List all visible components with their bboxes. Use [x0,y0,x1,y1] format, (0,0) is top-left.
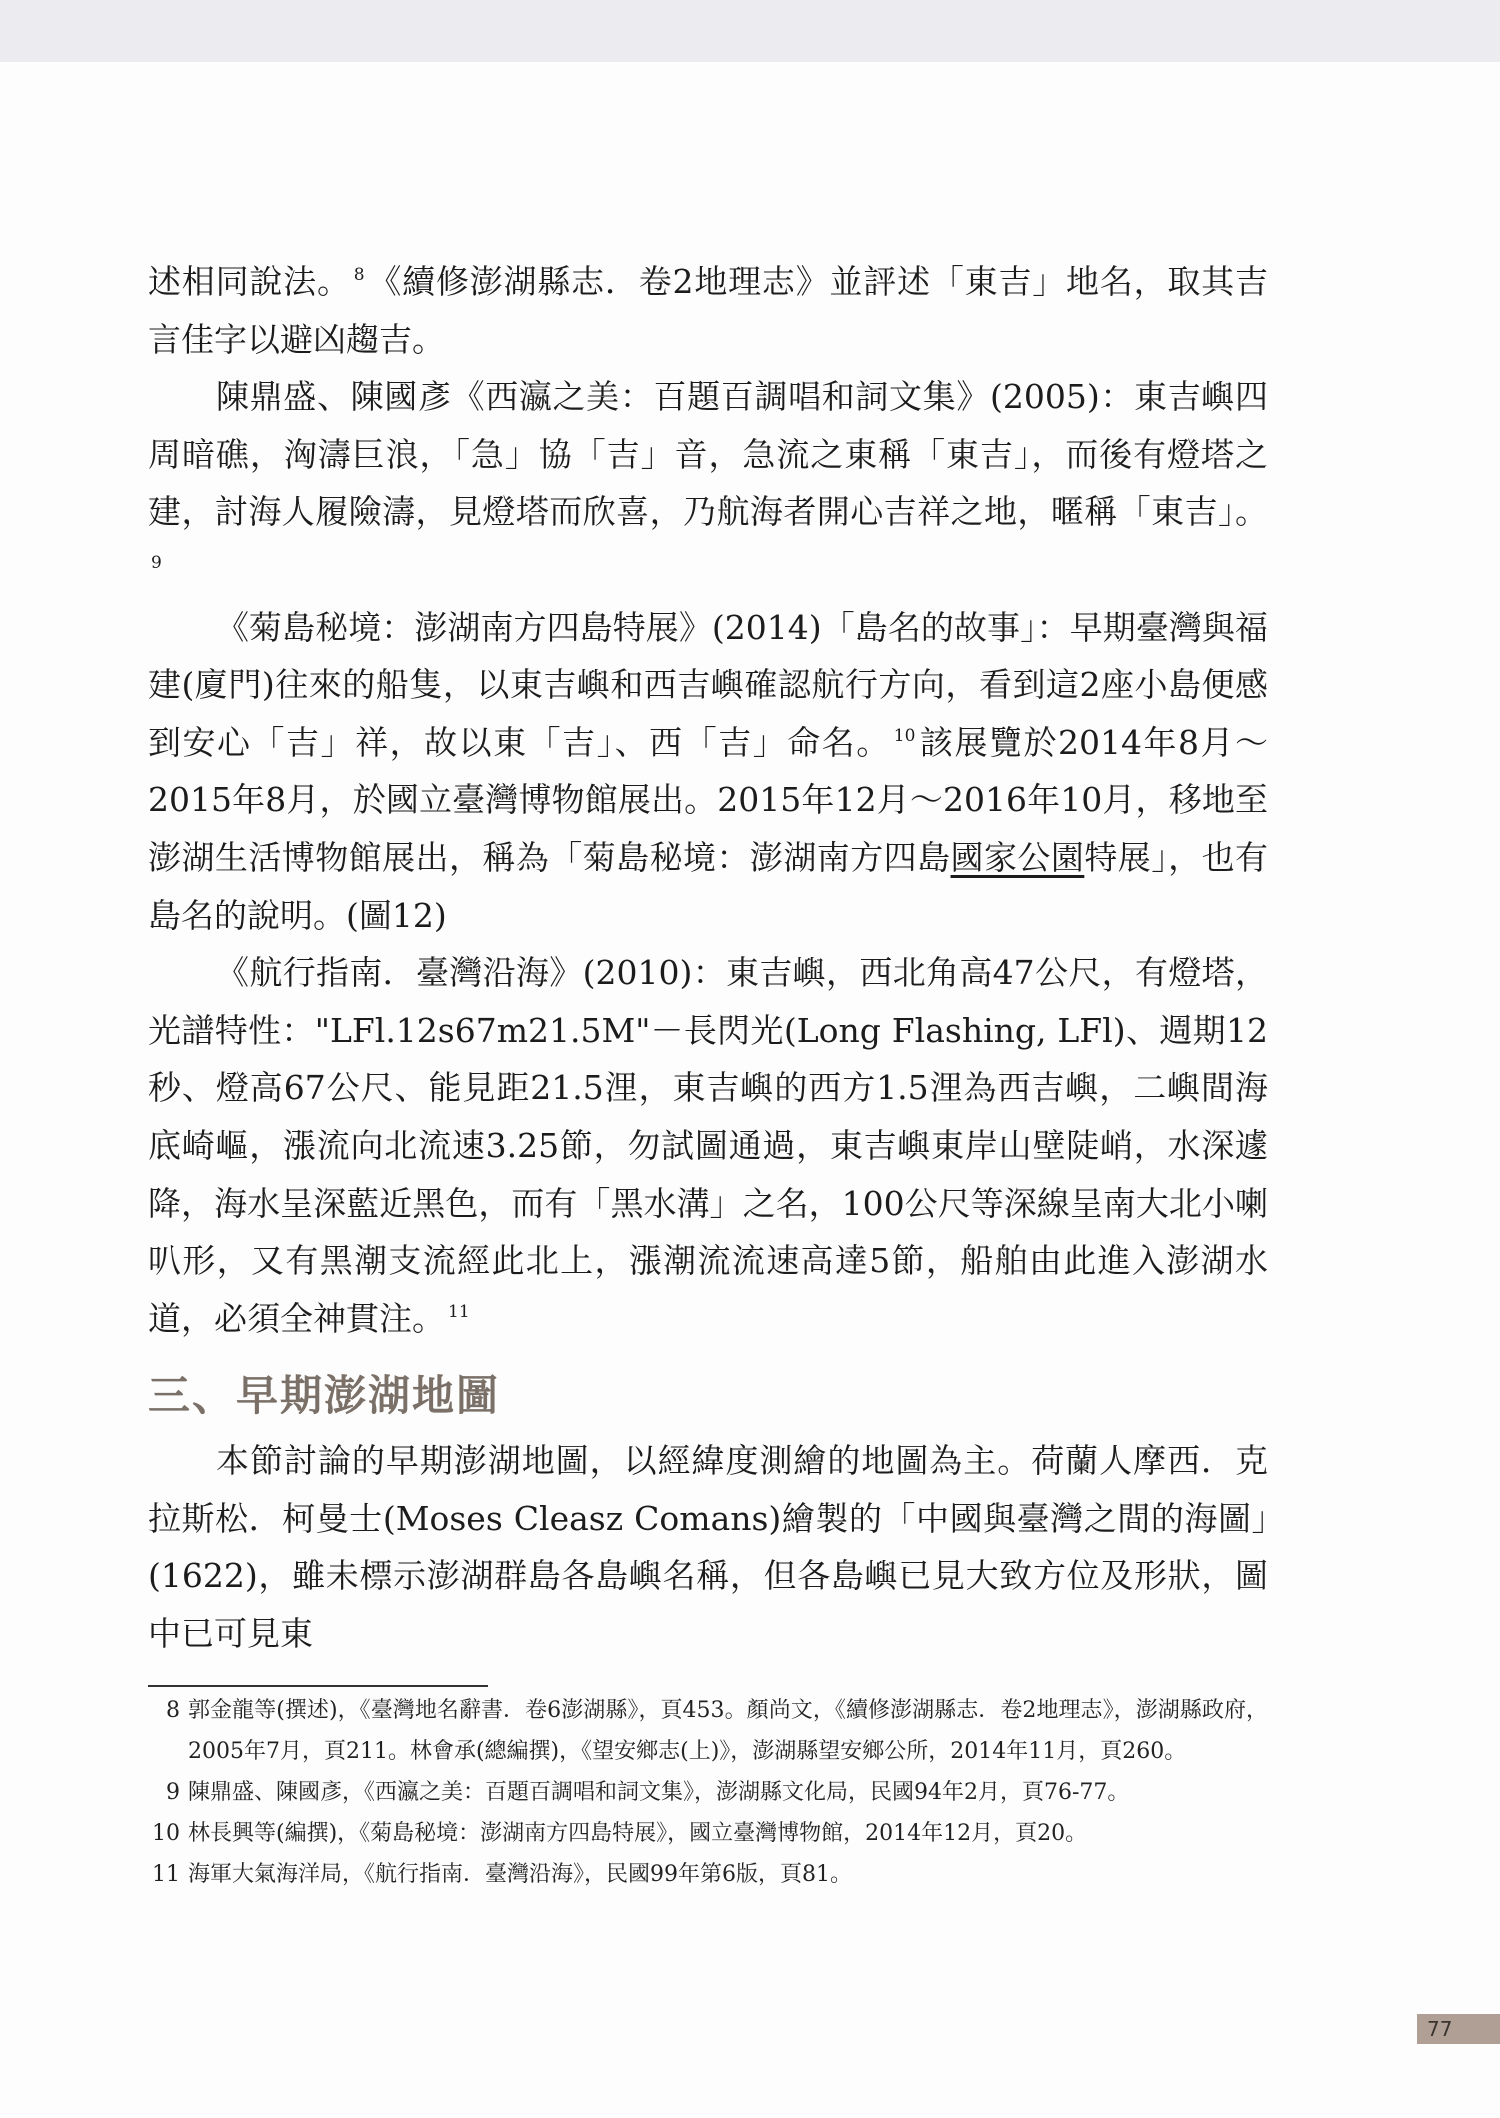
footnote-divider [148,1685,488,1687]
paragraph-3: 《菊島秘境：澎湖南方四島特展》(2014)「島名的故事」：早期臺灣與福建(廈門)往來的船隻，以東吉嶼和西吉嶼確認航行方向，看到這2座小島便感到安心「吉」祥，故以東「吉」、西「吉」命名。 $^{10}$該展覽於2014年8月～2015年8月，於國立臺灣博物館展出。2015年12月～2016年10月，移地至澎湖生活博物館展出，稱為「菊島秘境：澎湖南方四島國家公園特展」，也有島名的說明。(圖12) [148,607,1269,935]
section-heading: 三、早期澎湖地圖 [148,1371,501,1420]
paragraph-section: 本節討論的早期澎湖地圖，以經緯度測繪的地圖為主。荷蘭人摩西．克拉斯松．柯曼士(Moses Cleasz Comans)繪製的「中國與臺灣之間的海圖」(1622)，雖未標示澎湖群島各島嶼名稱，但各島嶼已見大致方位及形狀，圖中已可見東 [148,1441,1268,1653]
footnotes [148,1690,1268,1895]
footnote-10: 10 林長興等(編撰)，《菊島秘境：澎湖南方四島特展》，國立臺灣博物館，2014年12月，頁20。 [152,1821,1088,1846]
page-number: 77 [1417,2014,1500,2044]
footnote-8: 8 郭金龍等(撰述)，《臺灣地名辭書．卷6澎湖縣》，頁453。顏尚文，《續修澎湖縣志．卷2地理志》，澎湖縣政府，2005年7月，頁211。林會承(總編撰)，《望安鄉志(上)》，澎湖縣望安鄉公所，2014年11月，頁260。 [166,1698,1268,1764]
footnote-ref-11[interactable]: 11 [448,1301,470,1322]
footnote-ref-10[interactable]: 10 [893,725,916,746]
footnote-ref-9[interactable]: 9 [151,552,162,573]
page [0,62,1500,2118]
paragraph-1: 述相同說法。 $^8$《續修澎湖縣志．卷2地理志》並評述「東吉」地名，取其吉言佳字以避凶趨吉。 [148,262,1269,359]
page-top-band [0,0,1500,62]
footnote-11: 11 海軍大氣海洋局，《航行指南．臺灣沿海》，民國99年第6版，頁81。 [152,1862,852,1887]
paragraph-2: 陳鼎盛、陳國彥《西瀛之美：百題百調唱和詞文集》(2005)：東吉嶼四周暗礁，洶濤巨浪，「急」協「吉」音，急流之東稱「東吉」，而後有燈塔之建，討海人履險濤，見燈塔而欣喜，乃航海者開心吉祥之地，暱稱「東吉」。$^9$ [148,377,1268,573]
paragraph-4: 《航行指南．臺灣沿海》(2010)：東吉嶼，西北角高47公尺，有燈塔，光譜特性："LFl.12s67m21.5M"－長閃光(Long Flashing, LFl)、週期12秒、燈高67公尺、能見距21.5浬，東吉嶼的西方1.5浬為西吉嶼，二嶼間海底崎嶇，漲流向北流速3.25節，勿試圖通過，東吉嶼東岸山壁陡峭，水深遽降，海水呈深藍近黑色，而有「黑水溝」之名，100公尺等深線呈南大北小喇叭形，又有黑潮支流經此北上，漲潮流流速高達5節，船舶由此進入澎湖水道，必須全神貫注。 $^{11}$ [148,953,1268,1338]
footnote-9: 9 陳鼎盛、陳國彥，《西瀛之美：百題百調唱和詞文集》，澎湖縣文化局，民國94年2月，頁76-77。 [166,1780,1130,1805]
body-text-top [148,253,1268,1347]
footnote-ref-8[interactable]: 8 [353,265,365,285]
body-text-section [148,1432,1268,1662]
underlined-term: 國家公園 [950,837,1085,877]
